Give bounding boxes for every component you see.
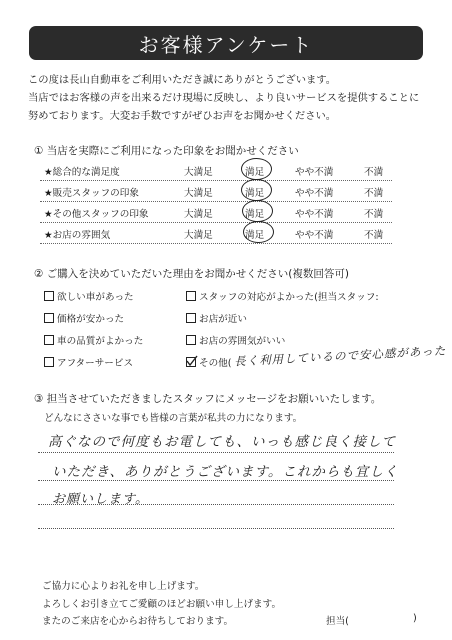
option-satisfied[interactable]: 満足 [245, 209, 265, 220]
option-somewhat-dissatisfied[interactable]: やや不満 [295, 167, 334, 178]
q1-row-label: ★お店の雰囲気 [44, 230, 111, 241]
intro-line: この度は長山自動車をご利用いただき誠にありがとうございます。 [28, 74, 337, 86]
closing-text [42, 578, 281, 631]
message-rule [38, 480, 394, 481]
option-dissatisfied[interactable]: 不満 [364, 167, 384, 178]
staff-label-close: ) [413, 613, 417, 624]
option-somewhat-dissatisfied[interactable]: やや不満 [295, 188, 334, 199]
reason-checkbox[interactable] [44, 333, 143, 347]
checkbox-icon[interactable] [186, 313, 196, 323]
option-dissatisfied[interactable]: 不満 [364, 188, 384, 199]
reason-label: その他( [199, 358, 232, 369]
q2-heading: ② ご購入を決めていただいた理由をお聞かせください(複数回答可) [34, 268, 349, 280]
selection-circle [242, 200, 273, 222]
reason-checkbox[interactable] [44, 311, 124, 325]
reason-label: アフターサービス [57, 358, 134, 369]
reason-label: 価格が安かった [57, 314, 125, 325]
q1-row-label: ★その他スタッフの印象 [44, 209, 149, 220]
checkbox-icon[interactable] [186, 335, 196, 345]
option-somewhat-dissatisfied[interactable]: やや不満 [295, 209, 334, 220]
checked-checkbox-icon[interactable] [186, 357, 196, 367]
staff-label: 担当( [326, 616, 349, 627]
other-reason-handwriting: 長く利用しているので安心感があった [233, 343, 447, 369]
reason-checkbox[interactable] [44, 355, 133, 369]
option-satisfied[interactable]: 満足 [245, 167, 265, 178]
row-divider [40, 180, 392, 181]
option-very-satisfied[interactable]: 大満足 [184, 230, 213, 241]
option-somewhat-dissatisfied[interactable]: やや不満 [295, 230, 334, 241]
closing-line: ご協力に心よりお礼を申し上げます。 [42, 581, 205, 592]
checkbox-icon[interactable] [44, 313, 54, 323]
message-rule [38, 504, 394, 505]
row-divider [40, 243, 392, 244]
checkbox-icon[interactable] [44, 291, 54, 301]
row-divider [40, 222, 392, 223]
option-very-satisfied[interactable]: 大満足 [184, 167, 213, 178]
reason-checkbox[interactable] [186, 289, 379, 303]
option-very-satisfied[interactable]: 大満足 [184, 188, 213, 199]
selection-circle [241, 158, 272, 180]
q3-subheading: どんなにささいな事でも皆様の言葉が私共の力になります。 [44, 413, 303, 424]
closing-line: よろしくお引き立てご愛顧のほどお願い申し上げます。 [42, 598, 282, 610]
reason-checkbox[interactable] [186, 333, 285, 347]
intro-line: 努めております。大変お手数ですがぜひお声をお聞かせください。 [28, 110, 337, 122]
reason-checkbox[interactable] [186, 311, 247, 325]
reason-label: スタッフの対応がよかった(担当スタッフ: [199, 292, 379, 303]
reason-checkbox-other[interactable] [186, 355, 232, 369]
checkbox-icon[interactable] [44, 357, 54, 367]
reason-label: お店が近い [199, 314, 247, 325]
option-satisfied[interactable]: 満足 [245, 188, 265, 199]
q1-heading: ① 当店を実際にご利用になった印象をお聞かせください [34, 145, 299, 157]
message-rule [38, 452, 394, 453]
checkbox-icon[interactable] [186, 291, 196, 301]
closing-line: またのご来店を心からお待ちしております。 [42, 616, 234, 627]
survey-title: お客様アンケート [29, 26, 423, 60]
q3-heading: ③ 担当させていただきましたスタッフにメッセージをお願いいたします。 [34, 393, 382, 405]
intro-text [28, 71, 419, 125]
option-dissatisfied[interactable]: 不満 [364, 209, 384, 220]
option-very-satisfied[interactable]: 大満足 [184, 209, 213, 220]
reason-label: お店の雰囲気がいい [199, 336, 286, 347]
q1-row-label: ★総合的な満足度 [44, 167, 120, 178]
message-line-2: いただき、ありがとうございます。これからも宜しく [52, 464, 399, 480]
selection-circle [243, 221, 274, 243]
intro-line: 当店ではお客様の声を出来るだけ現場に反映し、より良いサービスを提供することに [28, 92, 420, 104]
message-rule [38, 528, 394, 529]
selection-circle [241, 179, 272, 201]
q1-row-label: ★販売スタッフの印象 [44, 188, 139, 199]
message-line-3: お願いします。 [52, 492, 149, 507]
message-line-1: 高ぐなので何度もお電しても、いっも感じ良く接して [48, 434, 396, 450]
checkbox-icon[interactable] [44, 335, 54, 345]
option-dissatisfied[interactable]: 不満 [364, 230, 384, 241]
row-divider [40, 201, 392, 202]
reason-checkbox[interactable] [44, 289, 134, 303]
reason-label: 車の品質がよかった [57, 336, 144, 347]
reason-label: 欲しい車があった [57, 292, 134, 303]
option-satisfied[interactable]: 満足 [245, 230, 265, 241]
